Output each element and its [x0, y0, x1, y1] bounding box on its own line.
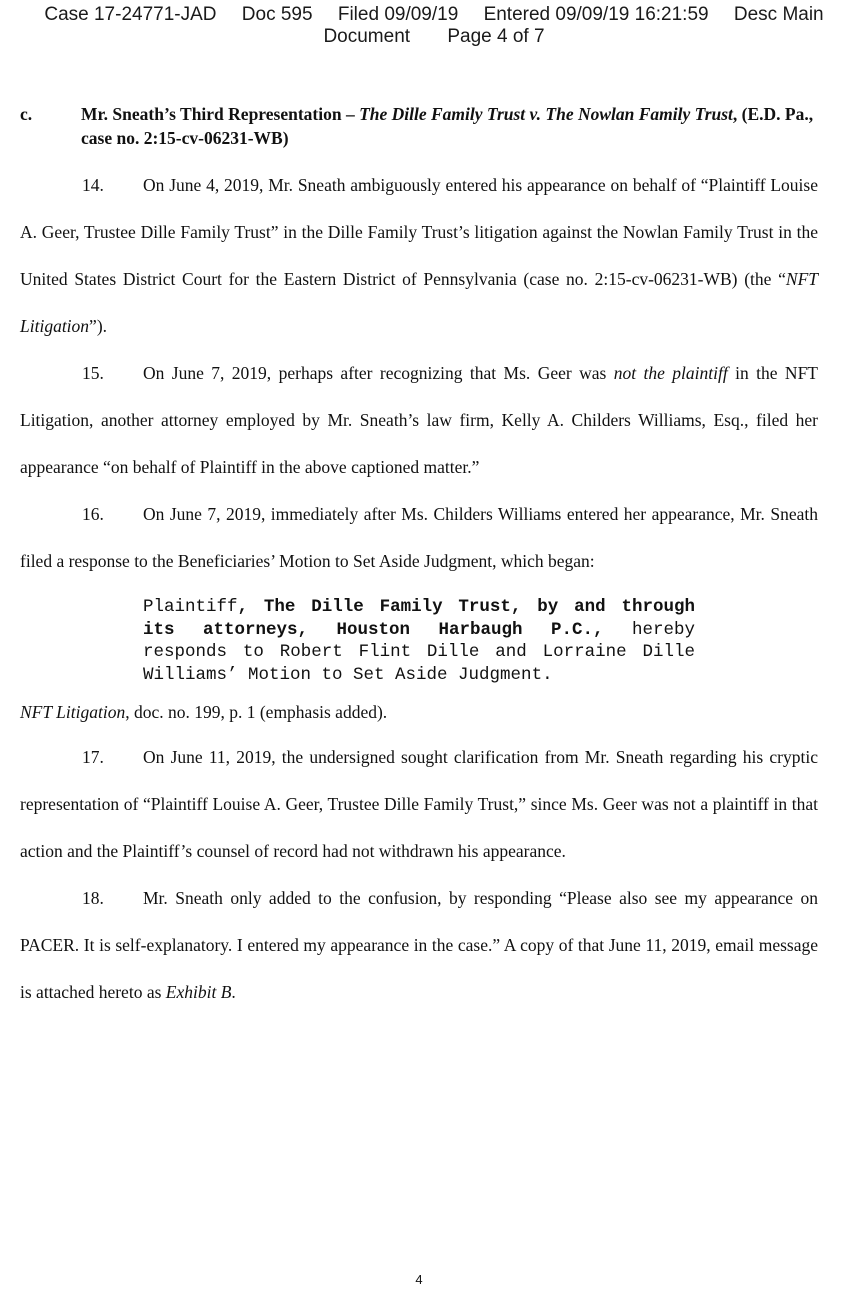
entered-date: Entered 09/09/19 16:21:59: [483, 4, 709, 25]
document-body: [20, 102, 818, 1016]
page-of-label: Page 4 of 7: [447, 26, 545, 47]
paragraph-text-end: in the NFT Litigation, another attorney employed by Mr. Sneath’s law firm, Kelly A. Childers Williams, Esq., filed her appearance “on behalf of Plaintiff in the above captioned matter.”: [20, 363, 818, 477]
quote-emphasis: , The Dille Family Trust, by and through its attorneys, Houston Harbaugh P.C.,: [143, 597, 695, 640]
paragraph-italic: NFT Litigation: [20, 269, 818, 336]
paragraph-text: On June 4, 2019, Mr. Sneath ambiguously entered his appearance on behalf of “Plaintiff Louise A. Geer, Trustee Dille Family Trust” in the Dille Family Trust’s litigation against the Nowlan Family Trust in the United States District Court for the Eastern District of Pennsylvania (case no. 2:15-cv-06231-WB) (the “: [20, 175, 818, 289]
page-number: 4: [415, 1272, 423, 1287]
citation-case: NFT Litigation: [20, 701, 126, 722]
paragraph-number: 16.: [82, 504, 104, 524]
section-title-b: , (E.D. Pa., case no. 2:15-cv-06231-WB): [81, 104, 814, 148]
paragraph-text: Mr. Sneath only added to the confusion, by responding “Please also see my appearance on PACER. It is self-explanatory. I entered my appearance in the case.” A copy of that June 11, 2019, email message is attached hereto as: [20, 887, 818, 1002]
section-heading: [20, 102, 818, 150]
citation-text: , doc. no. 199, p. 1 (emphasis added).: [125, 701, 388, 722]
paragraph-number: 14.: [82, 175, 104, 195]
paragraph-italic: not the plaintiff: [613, 363, 728, 383]
paragraph-text-end: .: [231, 981, 236, 1002]
paragraph-16: [20, 491, 818, 585]
case-number: Case 17-24771-JAD: [44, 4, 217, 25]
paragraph-14: [20, 162, 818, 350]
quote-plain-end: hereby responds to Robert Flint Dille and Lorraine Dille Williams’ Motion to Set Aside Judgment.: [143, 619, 695, 686]
document-label: Document: [323, 26, 411, 47]
paragraph-17: [20, 734, 818, 875]
paragraph-number: 18.: [82, 887, 104, 908]
citation: [20, 700, 818, 724]
section-letter: c.: [20, 104, 33, 124]
paragraph-text: On June 7, 2019, perhaps after recognizing that Ms. Geer was: [143, 363, 614, 383]
filed-date: Filed 09/09/19: [337, 4, 459, 25]
exhibit-reference: Exhibit B: [165, 981, 232, 1002]
paragraph-18: [20, 875, 818, 1016]
paragraph-15: [20, 350, 818, 491]
paragraph-text: On June 7, 2019, immediately after Ms. Childers Williams entered her appearance, Mr. Sneath filed a response to the Beneficiaries’ Motion to Set Aside Judgment, which began:: [20, 504, 818, 571]
block-quote: [143, 596, 695, 687]
doc-number: Doc 595: [241, 4, 313, 25]
quote-plain-start: Plaintiff: [143, 597, 238, 617]
court-filing-header: [0, 4, 868, 48]
desc-main: Desc Main: [733, 4, 824, 25]
paragraph-number: 15.: [82, 363, 104, 383]
paragraph-number: 17.: [82, 746, 104, 767]
paragraph-text-end: ”).: [89, 316, 108, 336]
section-title-a: Mr. Sneath’s Third Representation –: [81, 104, 360, 124]
paragraph-text: On June 11, 2019, the undersigned sought clarification from Mr. Sneath regarding his cryptic representation of “Plaintiff Louise A. Geer, Trustee Dille Family Trust,” since Ms. Geer was not a plaintiff in that action and the Plaintiff’s counsel of record had not withdrawn his appearance.: [20, 746, 818, 861]
section-case-name: The Dille Family Trust v. The Nowlan Family Trust: [359, 104, 733, 124]
